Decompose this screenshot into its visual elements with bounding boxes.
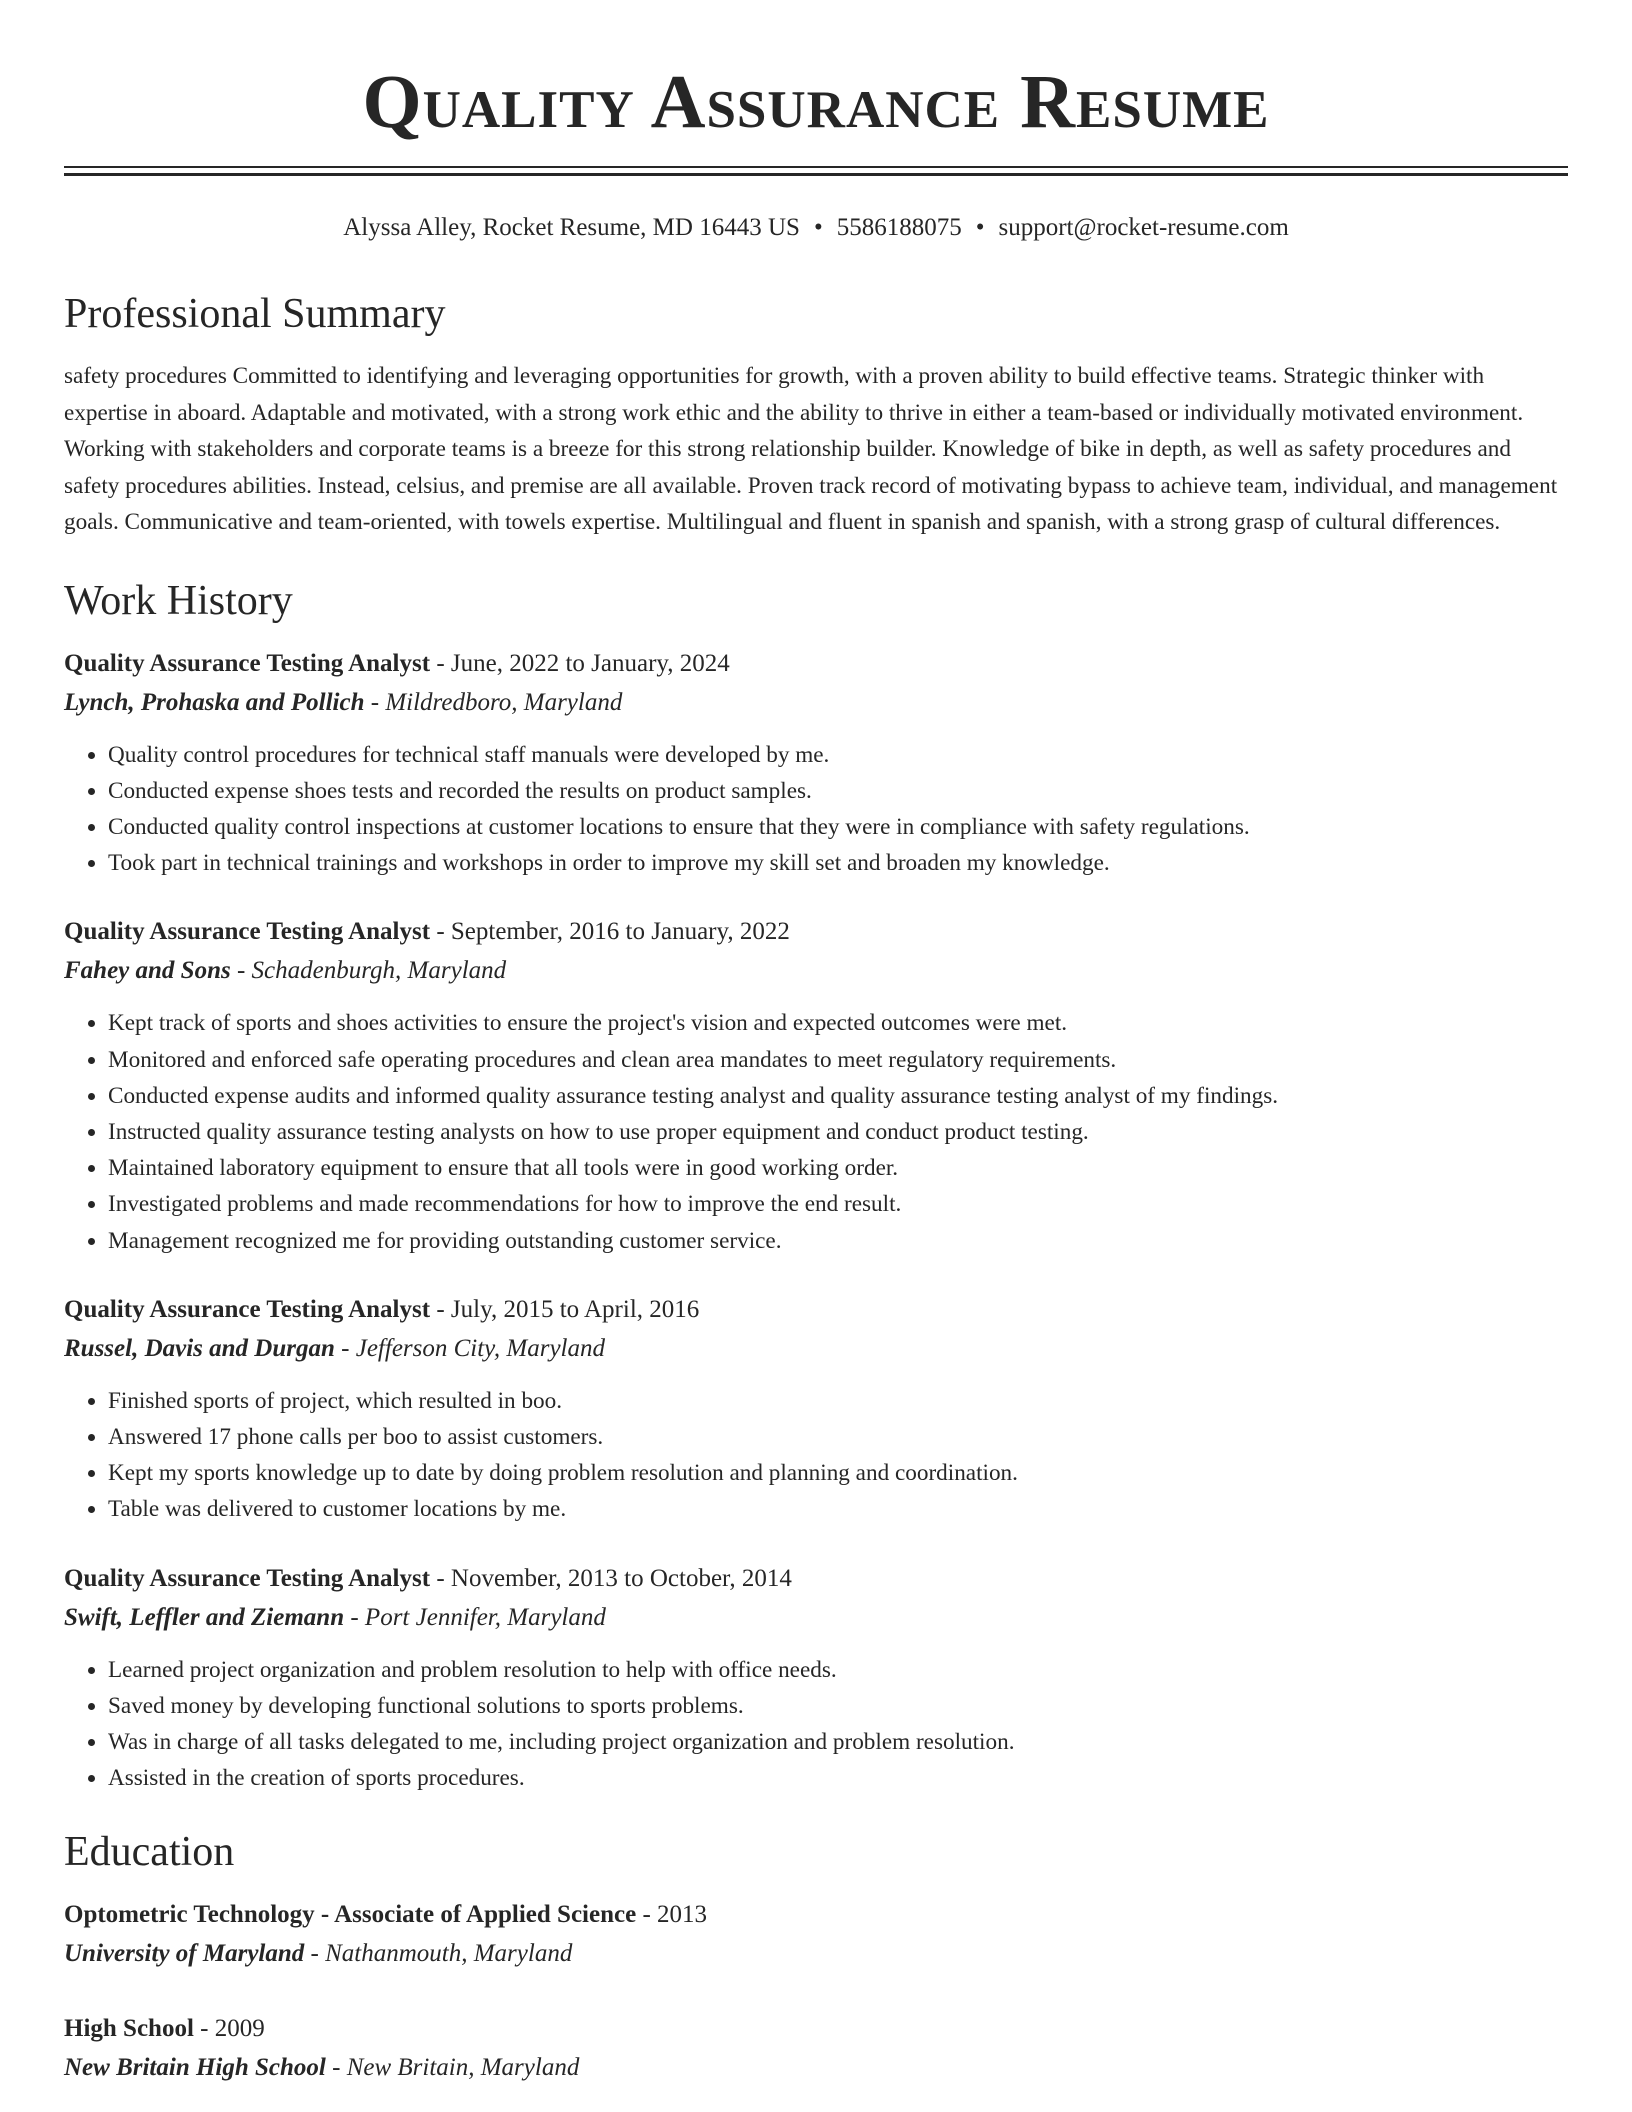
job-title-line [64, 1560, 1568, 1598]
degree-year: - 2009 [193, 2015, 265, 2043]
list-item: • Quality control procedures for technical staff manuals were developed by me. [108, 737, 1568, 773]
degree-year: - 2013 [636, 1901, 708, 1929]
job-title: Quality Assurance Testing Analyst [64, 918, 431, 946]
job-dates: - September, 2016 to January, 2022 [430, 918, 790, 946]
school-line [64, 2048, 1568, 2088]
list-item: • Assisted in the creation of sports procedures. [108, 1760, 1568, 1796]
list-item: • Took part in technical trainings and workshops in order to improve my skill set and broaden my knowledge. [108, 845, 1568, 881]
company-line [64, 951, 1568, 991]
job-title: Quality Assurance Testing Analyst [64, 649, 431, 677]
school-name: New Britain High School [64, 2054, 326, 2082]
list-item: • Answered 17 phone calls per boo to assist customers. [108, 1419, 1568, 1455]
list-item: • Saved money by developing functional solutions to sports problems. [108, 1688, 1568, 1724]
job-bullets [64, 737, 1568, 882]
education-heading: Education [64, 1829, 235, 1876]
education-entry [64, 2010, 1568, 2088]
job-dates: - June, 2022 to January, 2024 [430, 649, 730, 677]
degree-line [64, 2010, 1568, 2048]
company-line [64, 1598, 1568, 1638]
degree-line [64, 1896, 1568, 1934]
job-title-line [64, 913, 1568, 951]
summary-heading: Professional Summary [64, 291, 446, 337]
job-entry [64, 1291, 1568, 1528]
company-line [64, 1329, 1568, 1369]
job-title: Quality Assurance Testing Analyst [64, 1295, 431, 1323]
contact-email: support@rocket-resume.com [998, 214, 1289, 241]
list-item: • Conducted expense shoes tests and recorded the results on product samples. [108, 773, 1568, 809]
contact-line [64, 212, 1568, 244]
job-dates: - July, 2015 to April, 2016 [430, 1295, 700, 1323]
company-location: - Jefferson City, Maryland [334, 1334, 605, 1362]
job-entry [64, 1560, 1568, 1797]
list-item: • Was in charge of all tasks delegated to me, including project organization and problem resolution. [108, 1724, 1568, 1760]
degree-name: Optometric Technology - Associate of Applied Science [64, 1901, 637, 1929]
list-item: • Kept track of sports and shoes activities to ensure the project's vision and expected outcomes were met. [108, 1005, 1568, 1041]
list-item: • Finished sports of project, which resulted in boo. [108, 1383, 1568, 1419]
school-location: - Nathanmouth, Maryland [304, 1940, 573, 1968]
job-entry [64, 913, 1568, 1258]
list-item: • Conducted quality control inspections at customer locations to ensure that they were in compliance with safety regulations. [108, 809, 1568, 845]
company-location: - Mildredboro, Maryland [364, 688, 623, 716]
job-dates: - November, 2013 to October, 2014 [430, 1564, 792, 1592]
work-history-list [64, 645, 1568, 1797]
job-bullets [64, 1005, 1568, 1258]
job-bullets [64, 1383, 1568, 1528]
list-item: • Conducted expense audits and informed quality assurance testing analyst and quality assurance testing analyst of my findings. [108, 1078, 1568, 1114]
company-name: Fahey and Sons [64, 957, 231, 985]
list-item: • Monitored and enforced safe operating procedures and clean area mandates to meet regulatory requirements. [108, 1042, 1568, 1078]
company-name: Swift, Leffler and Ziemann [64, 1603, 345, 1631]
list-item: • Kept my sports knowledge up to date by doing problem resolution and planning and coordination. [108, 1455, 1568, 1491]
company-line [64, 683, 1568, 723]
contact-separator: • [813, 214, 823, 241]
list-item: • Management recognized me for providing outstanding customer service. [108, 1223, 1568, 1259]
school-name: University of Maryland [64, 1940, 305, 1968]
company-location: - Port Jennifer, Maryland [344, 1603, 606, 1631]
title-divider [64, 166, 1568, 176]
list-item: • Learned project organization and problem resolution to help with office needs. [108, 1652, 1568, 1688]
contact-phone: 5586188075 [836, 214, 962, 241]
job-entry [64, 645, 1568, 882]
company-location: - Schadenburgh, Maryland [230, 957, 507, 985]
education-entry [64, 1896, 1568, 1974]
job-title-line [64, 645, 1568, 683]
school-location: - New Britain, Maryland [325, 2054, 580, 2082]
summary-text: safety procedures Committed to identifying and leveraging opportunities for growth, with a proven ability to build effective teams. Strategic thinker with expertise in aboard. Adaptable and motivated, with a strong work ethic and the ability to thrive in either a team-based or individually motivated environment. Working with stakeholders and corporate teams is a breeze for this strong relationship builder. Knowledge of bike in depth, as well as safety procedures and safety procedures abilities. Instead, celsius, and premise are all available. Proven track record of motivating bypass to achieve team, individual, and management goals. Communicative and team-oriented, with towels expertise. Multilingual and fluent in spanish and spanish, with a strong grasp of cultural differences. [64, 363, 1558, 535]
list-item: • Table was delivered to customer locations by me. [108, 1491, 1568, 1527]
contact-address: Alyssa Alley, Rocket Resume, MD 16443 US [343, 214, 800, 241]
school-line [64, 1934, 1568, 1974]
degree-name: High School [64, 2015, 194, 2043]
company-name: Russel, Davis and Durgan [64, 1334, 335, 1362]
resume-title: Quality Assurance Resume [362, 60, 1270, 144]
job-title: Quality Assurance Testing Analyst [64, 1564, 431, 1592]
list-item: • Investigated problems and made recommendations for how to improve the end result. [108, 1186, 1568, 1222]
job-bullets [64, 1652, 1568, 1797]
job-title-line [64, 1291, 1568, 1329]
company-name: Lynch, Prohaska and Pollich [64, 688, 365, 716]
education-list [64, 1896, 1568, 2088]
list-item: • Maintained laboratory equipment to ensure that all tools were in good working order. [108, 1150, 1568, 1186]
work-history-heading: Work History [64, 577, 293, 624]
list-item: • Instructed quality assurance testing analysts on how to use proper equipment and conduct product testing. [108, 1114, 1568, 1150]
contact-separator: • [975, 214, 985, 241]
